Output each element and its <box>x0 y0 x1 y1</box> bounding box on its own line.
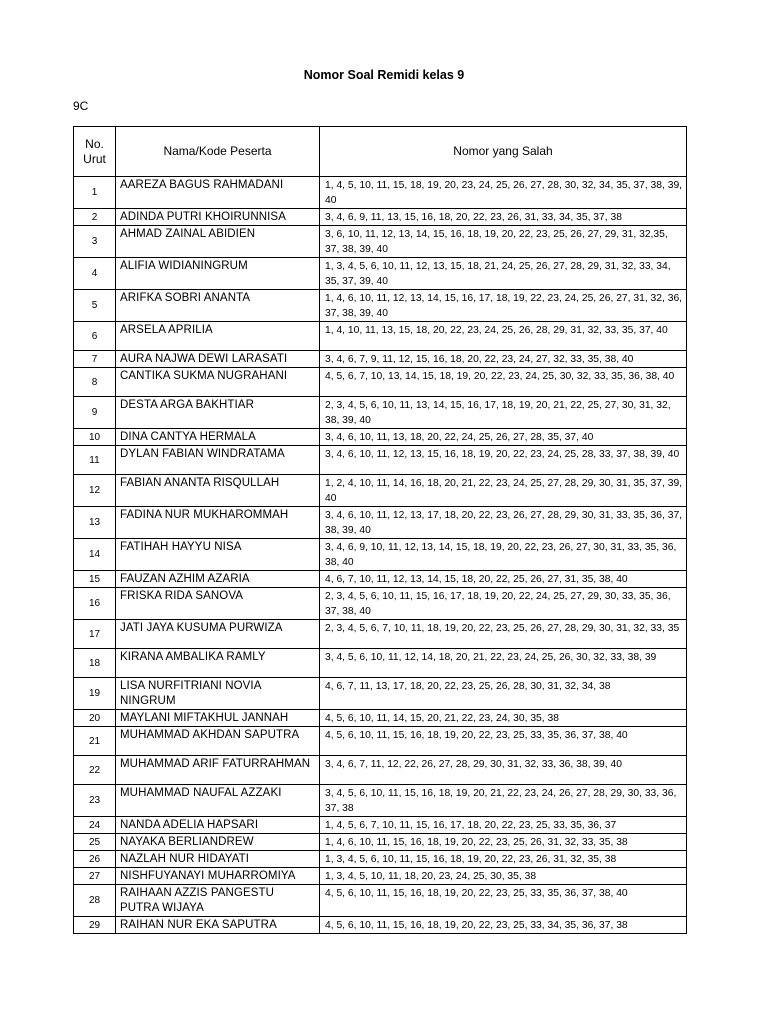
document-title: Nomor Soal Remidi kelas 9 <box>303 68 465 82</box>
class-label: 9C <box>73 99 89 113</box>
row-number: 24 <box>74 817 116 834</box>
participant-name: MUHAMMAD AKHDAN SAPUTRA <box>116 727 320 756</box>
row-number: 1 <box>74 177 116 209</box>
wrong-numbers: 2, 3, 4, 5, 6, 7, 10, 11, 18, 19, 20, 22, 23, 25, 26, 27, 28, 29, 30, 31, 32, 33, 35 <box>320 620 687 649</box>
row-number: 4 <box>74 258 116 290</box>
participant-name: MUHAMMAD NAUFAL AZZAKI <box>116 785 320 817</box>
wrong-numbers: 3, 4, 6, 10, 11, 12, 13, 17, 18, 20, 22, 23, 26, 27, 28, 29, 30, 31, 33, 35, 36, 37, 38, 39, 40 <box>320 507 687 539</box>
participant-name: MAYLANI MIFTAKHUL JANNAH <box>116 710 320 727</box>
wrong-numbers: 4, 5, 6, 10, 11, 15, 16, 18, 19, 20, 22, 23, 25, 33, 35, 36, 37, 38, 40 <box>320 727 687 756</box>
row-number: 2 <box>74 209 116 226</box>
participant-name: AAREZA BAGUS RAHMADANI <box>116 177 320 209</box>
row-number: 18 <box>74 649 116 678</box>
row-number: 27 <box>74 868 116 885</box>
participant-name: ADINDA PUTRI KHOIRUNNISA <box>116 209 320 226</box>
wrong-numbers: 2, 3, 4, 5, 6, 10, 11, 15, 16, 17, 18, 19, 20, 22, 24, 25, 27, 29, 30, 33, 35, 36, 37, 38, 40 <box>320 588 687 620</box>
table-row <box>74 834 687 851</box>
table-row <box>74 351 687 368</box>
remedial-table <box>73 126 687 934</box>
row-number: 12 <box>74 475 116 507</box>
row-number: 25 <box>74 834 116 851</box>
row-number: 13 <box>74 507 116 539</box>
header-no: No. Urut <box>74 127 116 177</box>
row-number: 7 <box>74 351 116 368</box>
wrong-numbers: 4, 6, 7, 11, 13, 17, 18, 20, 22, 23, 25, 26, 28, 30, 31, 32, 34, 38 <box>320 678 687 710</box>
participant-name: DINA CANTYA HERMALA <box>116 429 320 446</box>
row-number: 16 <box>74 588 116 620</box>
table-row <box>74 290 687 322</box>
header-name: Nama/Kode Peserta <box>116 127 320 177</box>
participant-name: FABIAN ANANTA RISQULLAH <box>116 475 320 507</box>
wrong-numbers: 1, 2, 4, 10, 11, 14, 16, 18, 20, 21, 22, 23, 24, 25, 27, 28, 29, 30, 31, 35, 37, 39, 40 <box>320 475 687 507</box>
wrong-numbers: 3, 6, 10, 11, 12, 13, 14, 15, 16, 18, 19, 20, 22, 23, 25, 26, 27, 29, 31, 32,35, 37, 38, 39, 40 <box>320 226 687 258</box>
participant-name: AHMAD ZAINAL ABIDIEN <box>116 226 320 258</box>
row-number: 9 <box>74 397 116 429</box>
table-row <box>74 322 687 351</box>
participant-name: MUHAMMAD ARIF FATURRAHMAN <box>116 756 320 785</box>
participant-name: DYLAN FABIAN WINDRATAMA <box>116 446 320 475</box>
table-row <box>74 397 687 429</box>
wrong-numbers: 3, 4, 5, 6, 10, 11, 12, 14, 18, 20, 21, 22, 23, 24, 25, 26, 30, 32, 33, 38, 39 <box>320 649 687 678</box>
row-number: 28 <box>74 885 116 917</box>
table-row <box>74 475 687 507</box>
wrong-numbers: 3, 4, 6, 9, 11, 13, 15, 16, 18, 20, 22, 23, 26, 31, 33, 34, 35, 37, 38 <box>320 209 687 226</box>
participant-name: ARSELA APRILIA <box>116 322 320 351</box>
wrong-numbers: 1, 4, 5, 6, 7, 10, 11, 15, 16, 17, 18, 20, 22, 23, 25, 33, 35, 36, 37 <box>320 817 687 834</box>
participant-name: KIRANA AMBALIKA RAMLY <box>116 649 320 678</box>
wrong-numbers: 1, 4, 5, 10, 11, 15, 18, 19, 20, 23, 24, 25, 26, 27, 28, 30, 32, 34, 35, 37, 38, 39, 40 <box>320 177 687 209</box>
row-number: 22 <box>74 756 116 785</box>
table-row <box>74 756 687 785</box>
row-number: 10 <box>74 429 116 446</box>
table-row <box>74 885 687 917</box>
table-row <box>74 446 687 475</box>
row-number: 26 <box>74 851 116 868</box>
wrong-numbers: 4, 6, 7, 10, 11, 12, 13, 14, 15, 18, 20, 22, 25, 26, 27, 31, 35, 38, 40 <box>320 571 687 588</box>
participant-name: FADINA NUR MUKHAROMMAH <box>116 507 320 539</box>
table-row <box>74 258 687 290</box>
row-number: 23 <box>74 785 116 817</box>
participant-name: JATI JAYA KUSUMA PURWIZA <box>116 620 320 649</box>
row-number: 17 <box>74 620 116 649</box>
wrong-numbers: 1, 3, 4, 5, 6, 10, 11, 15, 16, 18, 19, 20, 22, 23, 26, 31, 32, 35, 38 <box>320 851 687 868</box>
participant-name: FATIHAH HAYYU NISA <box>116 539 320 571</box>
wrong-numbers: 3, 4, 6, 7, 11, 12, 22, 26, 27, 28, 29, 30, 31, 32, 33, 36, 38, 39, 40 <box>320 756 687 785</box>
participant-name: ALIFIA WIDIANINGRUM <box>116 258 320 290</box>
table-row <box>74 368 687 397</box>
table-row <box>74 177 687 209</box>
table-row <box>74 226 687 258</box>
header-wrong-numbers: Nomor yang Salah <box>320 127 687 177</box>
wrong-numbers: 4, 5, 6, 10, 11, 15, 16, 18, 19, 20, 22, 23, 25, 33, 35, 36, 37, 38, 40 <box>320 885 687 917</box>
wrong-numbers: 1, 3, 4, 5, 10, 11, 18, 20, 23, 24, 25, 30, 35, 38 <box>320 868 687 885</box>
wrong-numbers: 3, 4, 5, 6, 10, 11, 15, 16, 18, 19, 20, 21, 22, 23, 24, 26, 27, 28, 29, 30, 33, 36, 37, 38 <box>320 785 687 817</box>
row-number: 29 <box>74 917 116 934</box>
wrong-numbers: 4, 5, 6, 10, 11, 14, 15, 20, 21, 22, 23, 24, 30, 35, 38 <box>320 710 687 727</box>
participant-name: ARIFKA SOBRI ANANTA <box>116 290 320 322</box>
table-row <box>74 620 687 649</box>
table-row <box>74 571 687 588</box>
participant-name: NAYAKA BERLIANDREW <box>116 834 320 851</box>
participant-name: DESTA ARGA BAKHTIAR <box>116 397 320 429</box>
table-row <box>74 727 687 756</box>
table-row <box>74 507 687 539</box>
wrong-numbers: 1, 4, 6, 10, 11, 15, 16, 18, 19, 20, 22, 23, 25, 26, 31, 32, 33, 35, 38 <box>320 834 687 851</box>
participant-name: FRISKA RIDA SANOVA <box>116 588 320 620</box>
row-number: 6 <box>74 322 116 351</box>
table-row <box>74 785 687 817</box>
row-number: 15 <box>74 571 116 588</box>
participant-name: LISA NURFITRIANI NOVIA NINGRUM <box>116 678 320 710</box>
participant-name: RAIHAN NUR EKA SAPUTRA <box>116 917 320 934</box>
table-row <box>74 917 687 934</box>
table-row <box>74 588 687 620</box>
table-row <box>74 429 687 446</box>
wrong-numbers: 1, 3, 4, 5, 6, 10, 11, 12, 13, 15, 18, 21, 24, 25, 26, 27, 28, 29, 31, 32, 33, 34, 35, 37, 39, 40 <box>320 258 687 290</box>
wrong-numbers: 2, 3, 4, 5, 6, 10, 11, 13, 14, 15, 16, 17, 18, 19, 20, 21, 22, 25, 27, 30, 31, 32, 38, 39, 40 <box>320 397 687 429</box>
row-number: 20 <box>74 710 116 727</box>
table-body <box>74 177 687 934</box>
table-row <box>74 209 687 226</box>
wrong-numbers: 4, 5, 6, 7, 10, 13, 14, 15, 18, 19, 20, 22, 23, 24, 25, 30, 32, 33, 35, 36, 38, 40 <box>320 368 687 397</box>
wrong-numbers: 1, 4, 10, 11, 13, 15, 18, 20, 22, 23, 24, 25, 26, 28, 29, 31, 32, 33, 35, 37, 40 <box>320 322 687 351</box>
table-header-row <box>74 127 687 177</box>
table-row <box>74 851 687 868</box>
wrong-numbers: 3, 4, 6, 10, 11, 13, 18, 20, 22, 24, 25, 26, 27, 28, 35, 37, 40 <box>320 429 687 446</box>
table-row <box>74 817 687 834</box>
table-row <box>74 678 687 710</box>
participant-name: RAIHAAN AZZIS PANGESTU PUTRA WIJAYA <box>116 885 320 917</box>
wrong-numbers: 3, 4, 6, 7, 9, 11, 12, 15, 16, 18, 20, 22, 23, 24, 27, 32, 33, 35, 38, 40 <box>320 351 687 368</box>
participant-name: CANTIKA SUKMA NUGRAHANI <box>116 368 320 397</box>
row-number: 21 <box>74 727 116 756</box>
wrong-numbers: 1, 4, 6, 10, 11, 12, 13, 14, 15, 16, 17, 18, 19, 22, 23, 24, 25, 26, 27, 31, 32, 36, 37, 38, 39, 40 <box>320 290 687 322</box>
row-number: 14 <box>74 539 116 571</box>
table-row <box>74 539 687 571</box>
row-number: 3 <box>74 226 116 258</box>
table-row <box>74 649 687 678</box>
table-row <box>74 868 687 885</box>
wrong-numbers: 4, 5, 6, 10, 11, 15, 16, 18, 19, 20, 22, 23, 25, 33, 34, 35, 36, 37, 38 <box>320 917 687 934</box>
participant-name: AURA NAJWA DEWI LARASATI <box>116 351 320 368</box>
row-number: 11 <box>74 446 116 475</box>
participant-name: FAUZAN AZHIM AZARIA <box>116 571 320 588</box>
wrong-numbers: 3, 4, 6, 10, 11, 12, 13, 15, 16, 18, 19, 20, 22, 23, 24, 25, 28, 33, 37, 38, 39, 40 <box>320 446 687 475</box>
participant-name: NANDA ADELIA HAPSARI <box>116 817 320 834</box>
wrong-numbers: 3, 4, 6, 9, 10, 11, 12, 13, 14, 15, 18, 19, 20, 22, 23, 26, 27, 30, 31, 33, 35, 36, 38, 40 <box>320 539 687 571</box>
row-number: 8 <box>74 368 116 397</box>
participant-name: NAZLAH NUR HIDAYATI <box>116 851 320 868</box>
participant-name: NISHFUYANAYI MUHARROMIYA <box>116 868 320 885</box>
table-row <box>74 710 687 727</box>
row-number: 19 <box>74 678 116 710</box>
row-number: 5 <box>74 290 116 322</box>
